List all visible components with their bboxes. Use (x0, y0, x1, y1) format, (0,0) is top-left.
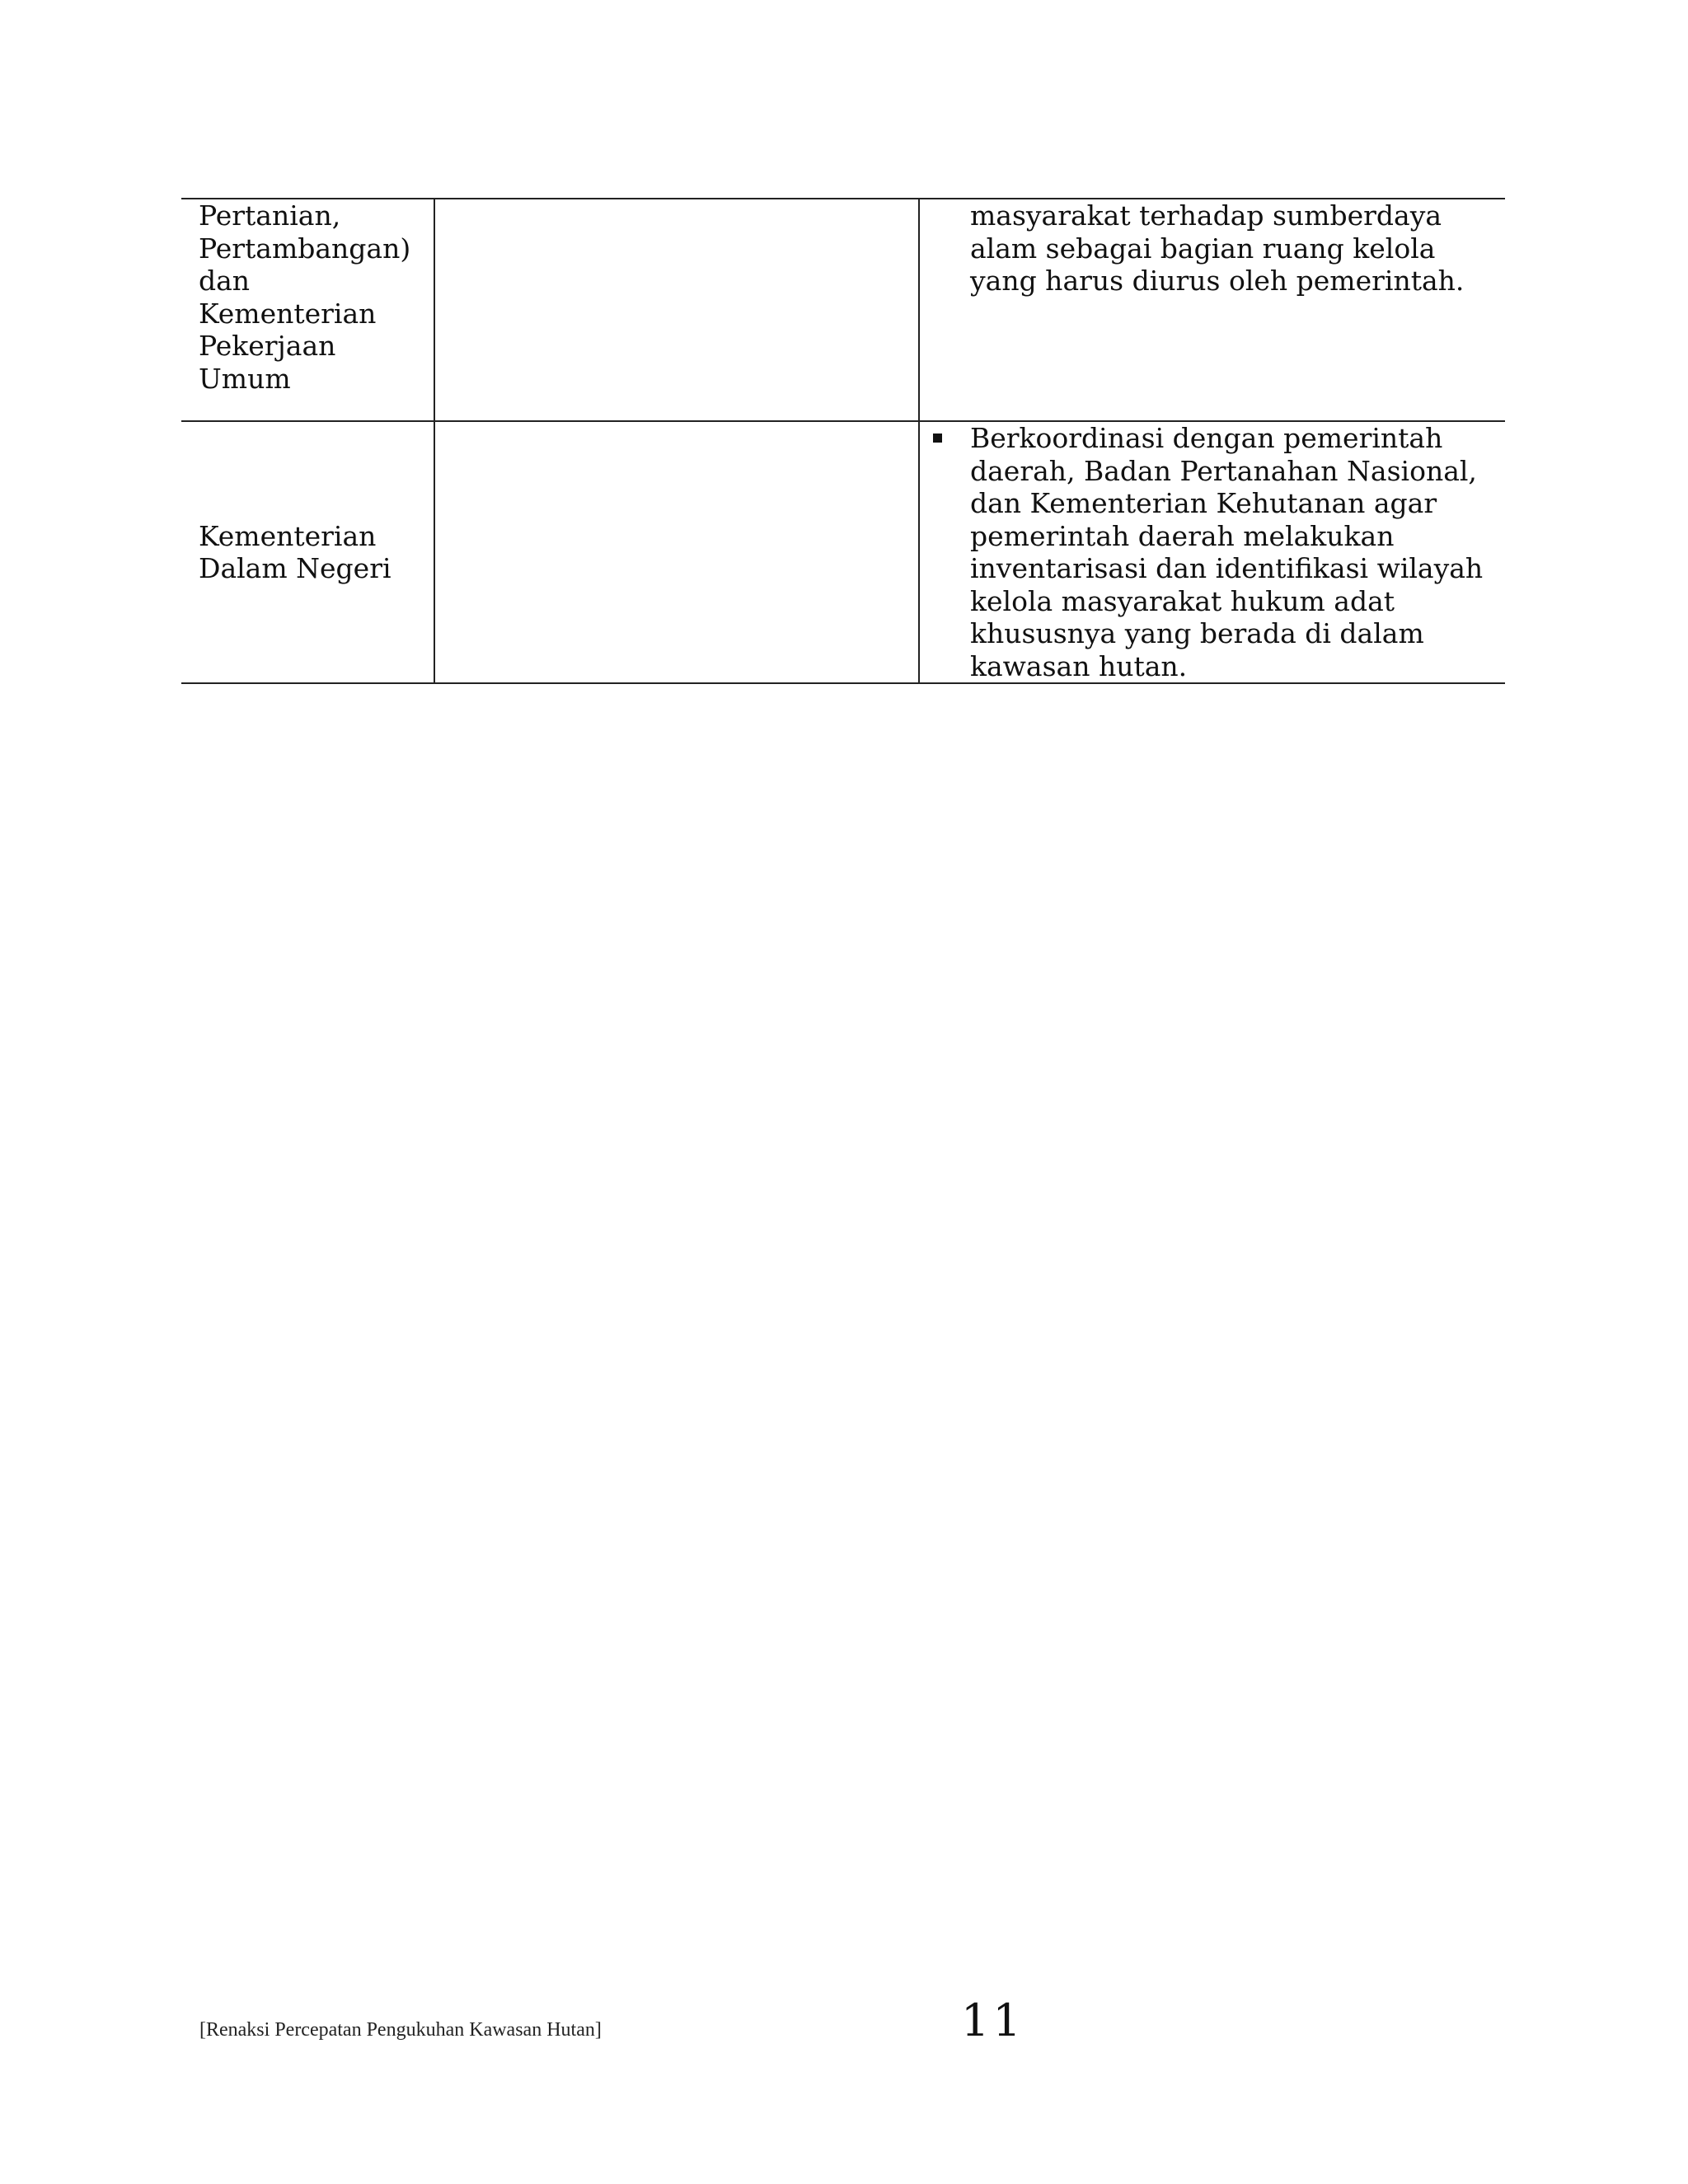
action-item (920, 422, 1505, 682)
action-plan-table (181, 198, 1505, 684)
footer-document-title: [Renaksi Percepatan Pengukuhan Kawasan Hutan] (199, 2019, 602, 2041)
page-number: 11 (961, 1994, 1025, 2046)
action-cell (919, 199, 1505, 421)
institution-cell (181, 421, 434, 683)
institution-text: Kementerian Dalam Negeri (199, 519, 392, 584)
table-row (181, 421, 1505, 683)
empty-cell (434, 199, 919, 421)
empty-cell (434, 421, 919, 683)
square-bullet-icon (933, 434, 942, 443)
action-text: Berkoordinasi dengan pemerintah daerah, Badan Pertanahan Nasional, dan Kementerian Kehutanan agar pemerintah daerah melakukan inventarisasi dan identifikasi wilayah kelola masyarakat hukum adat khususnya yang berada di dalam kawasan hutan. (970, 422, 1484, 682)
action-text: masyarakat terhadap sumberdaya alam sebagai bagian ruang kelola yang harus diurus oleh pemerintah. (970, 199, 1465, 297)
institution-cell (181, 199, 434, 421)
table-row (181, 199, 1505, 421)
institution-text: Pertanian, Pertambangan) dan Kementerian Pekerjaan Umum (199, 199, 411, 395)
action-cell (919, 421, 1505, 683)
